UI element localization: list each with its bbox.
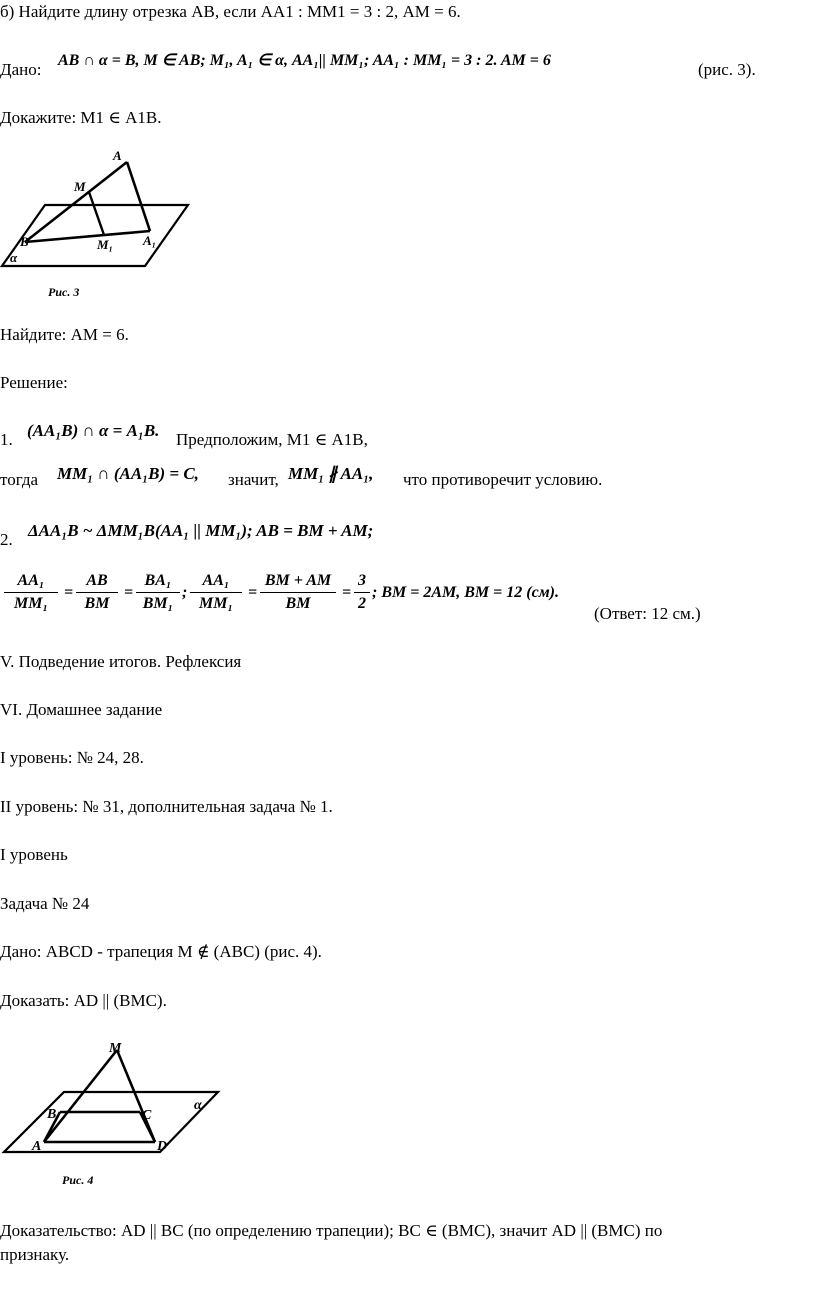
level-1-heading: I уровень <box>0 845 68 864</box>
fraction-tail: ; BM = 2AM, BM = 12 (см). <box>372 584 559 601</box>
step-1-text: Предположим, М1 ∈ А1В, <box>176 430 368 449</box>
given-label: Дано: <box>0 60 42 79</box>
proof-24-line-2: признаку. <box>0 1245 70 1264</box>
figure-3-caption: Рис. 3 <box>48 285 80 299</box>
step-1-number: 1. <box>0 430 13 449</box>
frac5-numerator: BM + AM <box>264 572 332 589</box>
frac4-denominator: MM₁ <box>198 595 234 612</box>
frac3-denominator: BM₁ <box>142 595 174 612</box>
find-statement: Найдите: АМ = 6. <box>0 325 129 344</box>
step-1-formula-2: MM₁ ∩ (AA₁B) = C, <box>57 464 199 483</box>
step-1-formula: (AA₁B) ∩ α = A₁B. <box>27 421 160 440</box>
label-C: C <box>142 1108 152 1123</box>
figure-4-caption: Рис. 4 <box>62 1173 94 1187</box>
label-B: B <box>47 1107 57 1122</box>
task-24-prove: Доказать: AD || (ВМС). <box>0 991 167 1010</box>
step-2-number: 2. <box>0 530 13 549</box>
given-figure-ref: (рис. 3). <box>698 60 756 79</box>
label-alpha: α <box>194 1098 202 1113</box>
task-24-given: Дано: ABCD - трапеция М ∉ (АВС) (рис. 4). <box>0 942 322 961</box>
label-M: M <box>109 1041 122 1056</box>
segment-BA1 <box>25 231 150 242</box>
step-1-contradiction: что противоречит условию. <box>403 470 603 489</box>
homework-level-2: II уровень: № 31, дополнительная задача № 1. <box>0 797 333 816</box>
segment-MA <box>44 1050 117 1142</box>
step-2-formula: ΔAA₁B ~ ΔMM₁B(AA₁ || MM₁); AB = BM + AM; <box>28 521 374 540</box>
task-b-text: б) Найдите длину отрезка АВ, если АА1 : ММ1 = 3 : 2, АМ = 6. <box>0 2 461 21</box>
frac6-numerator: 3 <box>358 572 366 589</box>
segment-AB <box>25 162 127 242</box>
label-D: D <box>157 1139 168 1154</box>
label-alpha: α <box>10 250 18 265</box>
proof-24-line-1: Доказательство: AD || ВС (по определению трапеции); ВС ∈ (ВМС), значит AD || (ВМС) по <box>0 1221 663 1240</box>
figure-3-diagram <box>0 148 200 303</box>
frac2-numerator: AB <box>86 572 108 589</box>
figure-4-diagram <box>0 1038 225 1198</box>
frac1-denominator: MM₁ <box>13 595 49 612</box>
step-2-answer: (Ответ: 12 см.) <box>594 604 701 623</box>
frac3-numerator: BA₁ <box>144 572 172 589</box>
segment-MM1 <box>89 192 104 235</box>
label-M: M <box>74 179 86 194</box>
label-M1: M₁ <box>97 237 114 252</box>
prove-statement: Докажите: М1 ∈ А1В. <box>0 108 162 127</box>
step-1-formula-3: MM₁ ∦ AA₁, <box>288 464 374 483</box>
label-A: A <box>113 148 122 163</box>
homework-level-1: I уровень: № 24, 28. <box>0 748 144 767</box>
solution-title: Решение: <box>0 373 68 392</box>
label-A1: A₁ <box>143 233 157 248</box>
frac5-denominator: BM <box>285 595 311 612</box>
task-24-title: Задача № 24 <box>0 894 90 913</box>
frac4-numerator: AA₁ <box>202 572 230 589</box>
frac6-denominator: 2 <box>358 595 366 612</box>
frac1-numerator: AA₁ <box>17 572 45 589</box>
step-1-means: значит, <box>228 470 279 489</box>
label-B: B <box>20 234 29 249</box>
label-A: A <box>32 1139 42 1154</box>
segment-AA1 <box>127 162 150 231</box>
section-5-heading: V. Подведение итогов. Рефлексия <box>0 652 242 671</box>
frac2-denominator: BM <box>84 595 110 612</box>
step-1-then: тогда <box>0 470 39 489</box>
given-formula: AB ∩ α = B, M ∈ AB; M₁, A₁ ∈ α, AA₁|| MM₁; AA₁ : MM₁ = 3 : 2. AM = 6 <box>58 52 551 69</box>
section-6-heading: VI. Домашнее задание <box>0 700 163 719</box>
